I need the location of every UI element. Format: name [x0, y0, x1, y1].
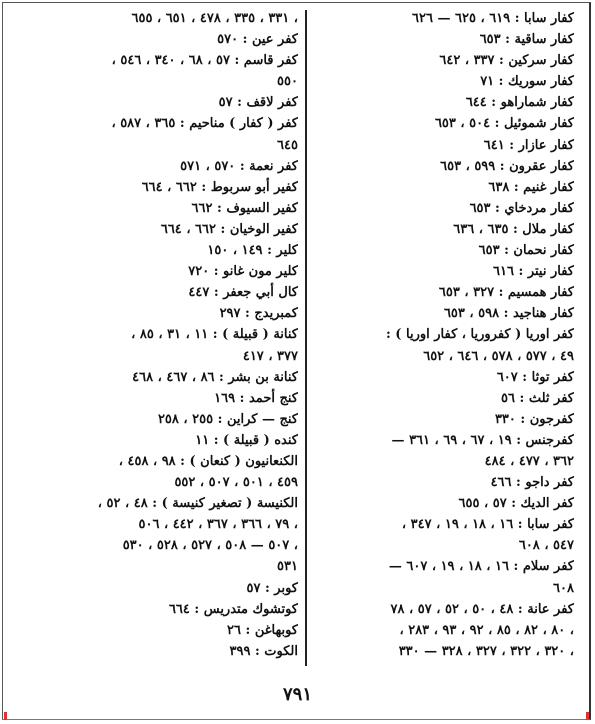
corner-mark — [4, 712, 7, 720]
index-entry: ٣٦٢ ، ٤٧٧ ، ٤٨٤ — [484, 453, 574, 469]
index-entry: ٥٣١ — [277, 559, 298, 575]
index-entry: كمبريدج : ٢٩٧ — [219, 306, 298, 322]
index-entry: كفار نيتر : ٦١٦ — [493, 264, 574, 280]
index-entry: كفرجون : ٣٣٠ — [494, 411, 574, 427]
index-column-right — [312, 8, 574, 662]
index-entry: كفير الوخيان : ٦٦٢ ، ٦٦٤ — [160, 221, 298, 237]
index-entry: ٦٤٥ — [277, 137, 298, 153]
index-entry: كوبر : ٥٧ — [246, 580, 298, 596]
index-entry: كفر نعمة : ٥٧٠ ، ٥٧١ — [180, 158, 298, 174]
index-entry: كفار شموئيل : ٥٠٤ ، ٦٥٣ — [434, 116, 574, 132]
index-entry: كوتشوك متدريس : ٦٦٤ — [168, 601, 298, 617]
index-entry: ٤٥٩ ، ٥٠١ ، ٥٠٧ ، ٥٥٢ — [174, 475, 298, 491]
index-entry: ٣٣١ ، ٣٣٥ ، ٤٧٨ ، ٦٥١ ، ٦٥٥ ، — [131, 11, 298, 26]
index-entry: الكنيسة ( تصغير كنيسة ) : ٤٨ ، ٥٢ ، — [97, 496, 298, 512]
index-entry: الكنعانيون ( كنعان ) : ٩٨ ، ٤٥٨ ، — [118, 453, 298, 469]
index-entry: كفرجنس : ١٩ ، ٦٧ ، ٦٩ ، ٣٦١ — — [391, 432, 574, 448]
index-entry: ٦٠٨ — [553, 580, 574, 596]
index-entry: كفر سابا : ١٦ ، ١٨ ، ١٩ ، ٣٤٧ ، — [401, 517, 574, 533]
index-entry: كفار هناجيد : ٥٩٨ ، ٦٥٣ — [443, 306, 574, 322]
index-column-left — [8, 8, 298, 662]
index-entry: ٥٤٧ ، ٦٠٨ — [518, 538, 574, 554]
index-entry: كفار عقرون : ٥٩٩ ، ٦٥٣ — [440, 158, 574, 174]
corner-mark — [586, 712, 589, 720]
index-entry: كفير السيوف : ٦٦٢ — [191, 200, 298, 216]
index-entry: كفار غنيم : ٦٣٨ — [488, 179, 574, 195]
index-entry: كفر الديك : ٥٧ ، ٦٥٥ — [458, 496, 574, 512]
index-entry: ٣٢٠ ، ٣٢٢ ، ٣٢٧ ، ٣٢٨ — ٣٣٠ ، — [398, 643, 574, 659]
index-entry: ٧٩ ، ٣٦٦ ، ٣٦٧ ، ٤٤٢ ، ٥٠٦ ، — [138, 517, 298, 533]
index-entry: كفر توثا : ٦٠٧ — [496, 369, 574, 385]
index-entry: كنانة بن بشر : ٨٦ ، ٤٦٧ ، ٤٦٨ — [132, 369, 298, 385]
page-number: ٧٩١ — [282, 684, 312, 705]
index-entry: كفار ساقية : ٦٥٣ — [479, 32, 574, 48]
index-entry: كفر ثلث : ٥٦ — [501, 390, 574, 406]
index-entry: كنج — كراين : ٢٥٥ ، ٢٥٨ — [157, 411, 298, 427]
index-entry: كفير أبو سربوط : ٦٦٢ ، ٦٦٤ — [141, 179, 298, 195]
index-entry: كفر عانة : ٤٨ ، ٥٠ ، ٥٢ ، ٥٧ ، ٧٨ — [390, 601, 574, 617]
index-entry: كفار عازار : ٦٤١ — [483, 137, 574, 153]
index-entry: الكوت : ٣٩٩ — [229, 643, 298, 659]
index-entry: ٥٠٧ — ٥٠٨ ، ٥٢٧ ، ٥٢٨ ، ٥٣٠ ، — [122, 538, 298, 554]
index-entry: ٤٩ ، ٥٧٧ ، ٥٧٨ ، ٦٤٦ ، ٦٥٢ — [423, 348, 574, 364]
index-entry: كفر قاسم : ٥٧ ، ٦٨ ، ٣٤٠ ، ٥٤٦ ، — [111, 53, 298, 69]
index-entry: كفار همسيم : ٣٢٧ ، ٦٥٣ — [438, 285, 574, 301]
index-entry: كفار مردخاي : ٦٥٣ — [469, 200, 574, 216]
index-entry: كال أبي جعفر : ٤٤٧ — [188, 285, 298, 301]
index-entry: كفار ملال : ٦٣٥ ، ٦٣٦ — [453, 221, 574, 237]
index-entry: كفر عين : ٥٧٠ — [217, 32, 298, 48]
index-entry: كنج أحمد : ١٦٩ — [214, 390, 298, 406]
index-entry: ٥٥٠ — [277, 74, 298, 90]
index-entry: كفر ( كفار ) مناحيم : ٣٦٥ ، ٥٨٧ ، — [111, 116, 298, 132]
index-entry: كفر سلام : ١٦ ، ١٨ ، ١٩ ، ٦٠٧ — — [388, 559, 574, 575]
index-entry: كنانة ( قبيلة ) : ١١ ، ٣١ ، ٨٥ ، — [131, 327, 298, 343]
index-entry: كوبهاغن : ٢٦ — [227, 622, 298, 638]
column-divider — [305, 10, 307, 666]
index-entry: كفار سركين : ٣٣٧ ، ٦٤٢ — [439, 53, 574, 69]
index-entry: كلير مون غانو : ٧٢٠ — [188, 264, 298, 280]
index-entry: كفر اوريا ( كفروريا ، كفار اوريا ) : — [385, 327, 574, 343]
index-entry: كنده ( قبيلة ) : ١١ — [195, 432, 298, 448]
index-entry: ٣٧٧ ، ٤١٧ — [242, 348, 298, 364]
index-entry: كفر داجو : ٤٦٦ — [490, 475, 574, 491]
index-entry: كفر لاقف : ٥٧ — [218, 95, 298, 111]
index-entry: كلير : ١٤٩ ، ١٥٠ — [207, 243, 298, 259]
index-entry: ، ٨٠ ، ٨٢ ، ٨٥ ، ٩٢ ، ٩٣ ، ٢٨٣ ، — [399, 622, 574, 638]
index-entry: كفار نحمان : ٦٥٣ — [478, 243, 574, 259]
index-entry: كفار سابا : ٦١٩ ، ٦٢٥ — ٦٢٦ — [412, 11, 574, 26]
index-entry: كفار شماراهو : ٦٤٤ — [465, 95, 574, 111]
index-entry: كفار سوريك : ٧١ — [480, 74, 574, 90]
